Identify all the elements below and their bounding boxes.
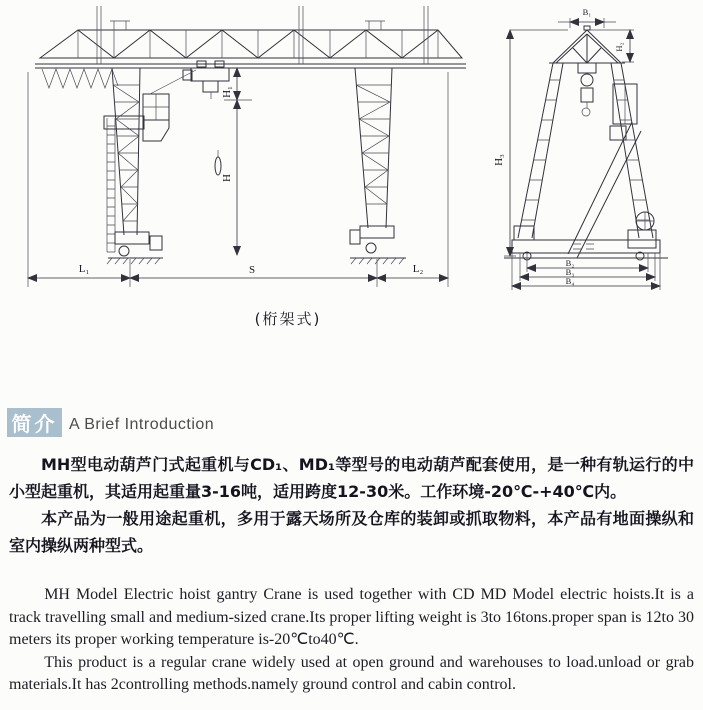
english-introduction	[9, 584, 694, 697]
dim-label-h: H	[221, 174, 233, 182]
dim-label-b2: B₂	[565, 258, 575, 268]
dim-label-h3: H₃	[493, 154, 505, 166]
section-badge: 简介	[7, 408, 62, 437]
dim-label-b4: B₄	[565, 276, 575, 286]
chinese-introduction	[9, 451, 694, 559]
dim-label-s: S	[248, 264, 256, 276]
figure-caption: (桁架式)	[254, 310, 322, 328]
dim-label-h2: H₂	[614, 42, 624, 52]
dim-label-b3: B₃	[565, 267, 575, 277]
section-header	[7, 408, 214, 437]
gantry-crane-side-view	[493, 7, 668, 290]
dim-label-l1: L₁	[78, 263, 90, 275]
english-paragraph-2: This product is a regular crane widely used at open ground and warehouses to load.unload or grab materials.It has 2controlling methods.namely ground control and cabin control.	[9, 653, 694, 693]
gantry-crane-front-view	[28, 6, 466, 287]
english-paragraph-1: MH Model Electric hoist gantry Crane is used together with CD MD Model electric hoists.It is a track travelling small and medium-sized crane.Its proper lifting weight is 3to 16tons.proper span is 12to 30 meters its proper working temperature is-20℃to40℃.	[9, 586, 694, 648]
dim-label-b1: B₁	[582, 7, 592, 17]
dim-label-l2: L₂	[412, 263, 424, 275]
crane-technical-drawing	[0, 0, 703, 345]
section-title: A Brief Introduction	[69, 416, 215, 433]
chinese-paragraph-1: MH型电动葫芦门式起重机与CD₁、MD₁等型号的电动葫芦配套使用，是一种有轨运行的中小型起重机，其适用起重量3-16吨，适用跨度12-30米。工作环境-20℃-+40℃内。	[9, 455, 694, 501]
chinese-paragraph-2: 本产品为一般用途起重机，多用于露天场所及仓库的装卸或抓取物料，本产品有地面操纵和室内操纵两种型式。	[9, 509, 694, 555]
dim-label-h1: H₁	[221, 86, 233, 98]
